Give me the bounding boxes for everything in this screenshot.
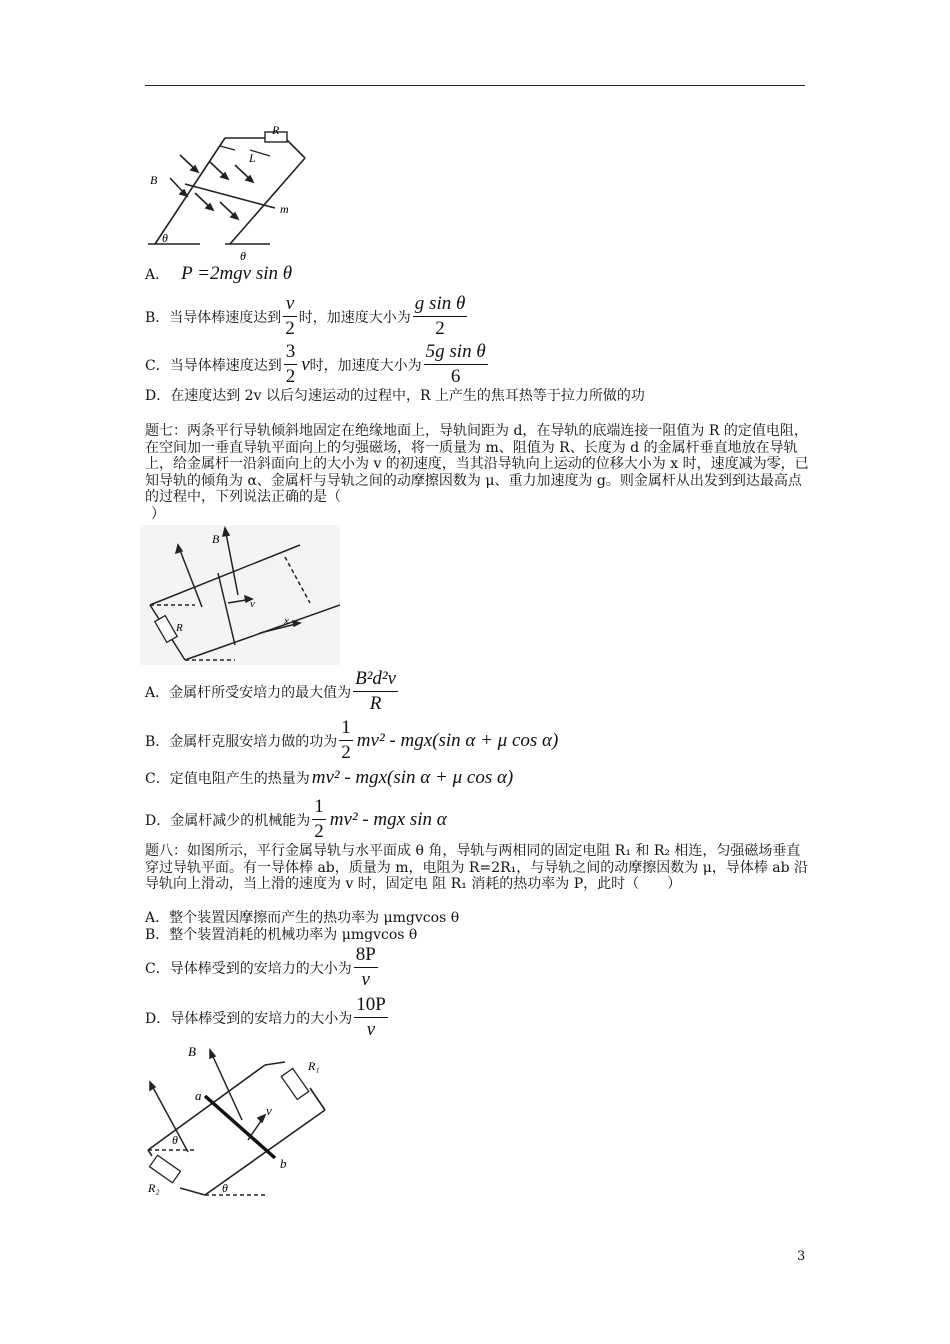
q8-label-v: v bbox=[266, 1103, 272, 1118]
q7-d-den: 2 bbox=[314, 821, 324, 842]
q8-label-a: a bbox=[195, 1088, 202, 1103]
label-m: m bbox=[280, 202, 289, 216]
q6-b-frac1-den: 2 bbox=[285, 318, 295, 339]
q7-stem-text: 题七：两条平行导轨倾斜地固定在绝缘地面上，导轨间距为 d，在导轨的底端连接一阻值为 R 的定值电阻，在空间加一垂直导轨平面向上的匀强磁场，将一质量为 m、阻值为 R、长度为 d 的金属杆垂直地放在导轨上，给金属杆一沿斜面向上的大小为 v 的初速度，当其沿导轨向上运动的位移大小为 x 时，速度减为零，已知导轨的倾角为 α、金属杆与导轨之间的动摩擦因数为 μ、重力加速度为 g。则金属杆从出发到到达最高点的过程中，下列说法正确的是（ bbox=[145, 423, 809, 505]
label-theta-1: θ bbox=[162, 231, 168, 245]
figure-q8-rails bbox=[140, 1040, 340, 1200]
label-L: L bbox=[249, 151, 256, 165]
figure-q7-rails bbox=[140, 525, 340, 665]
q6-option-b bbox=[145, 293, 469, 340]
q7-c-prefix: C．定值电阻产生的热量为 bbox=[145, 771, 310, 787]
q7-label-x: x bbox=[284, 615, 289, 627]
page-number: 3 bbox=[797, 1249, 806, 1264]
q6-c-middle: 时，加速度大小为 bbox=[309, 357, 422, 374]
q7-d-rest: mv² - mgx sin α bbox=[329, 808, 447, 830]
q7-option-d bbox=[145, 796, 447, 843]
q6-option-c bbox=[145, 341, 490, 388]
q7-label-R: R bbox=[176, 622, 183, 634]
label-B: B bbox=[150, 173, 158, 187]
q6-a-prefix: A． bbox=[145, 267, 170, 283]
q7-d-num: 1 bbox=[312, 796, 326, 820]
q8-d-den: v bbox=[366, 1019, 376, 1040]
q8-label-B: B bbox=[188, 1044, 196, 1059]
q6-option-a bbox=[145, 263, 292, 285]
q8-label-R1: R₁ bbox=[308, 1059, 320, 1073]
q8-c-den: v bbox=[361, 969, 370, 990]
q6-c-var: v bbox=[301, 353, 310, 375]
q8-option-b: B．整个装置消耗的机械功率为 μmgvcos θ bbox=[145, 927, 418, 943]
q7-a-num: B²d²v bbox=[353, 668, 398, 692]
q6-c-frac1-num: 3 bbox=[284, 341, 298, 365]
q8-d-prefix: D．导体棒受到的安培力的大小为 bbox=[145, 1010, 353, 1027]
q7-b-rest: mv² - mgx(sin α + μ cos α) bbox=[356, 729, 559, 751]
q7-label-v: v bbox=[250, 598, 255, 610]
q8-label-R2: R₂ bbox=[148, 1181, 160, 1195]
q7-label-B: B bbox=[212, 532, 220, 546]
q8-label-theta-1: θ bbox=[172, 1133, 178, 1147]
q8-option-a: A．整个装置因摩擦而产生的热功率为 μmgvcos θ bbox=[145, 910, 460, 926]
q6-a-formula: P =2mgv sin θ bbox=[181, 263, 293, 284]
q7-b-prefix: B．金属杆克服安培力做的功为 bbox=[145, 733, 338, 750]
q7-stem-end: ） bbox=[151, 505, 165, 522]
q7-stem bbox=[145, 423, 810, 522]
q6-c-frac1-den: 2 bbox=[285, 366, 296, 387]
q7-b-num: 1 bbox=[339, 717, 353, 741]
q6-b-frac1-num: v bbox=[283, 293, 297, 317]
q7-option-b bbox=[145, 717, 558, 764]
q6-b-prefix: B．当导体棒速度达到 bbox=[145, 309, 282, 326]
q7-c-rest: mv² - mgx(sin α + μ cos α) bbox=[311, 767, 514, 788]
q6-b-middle: 时，加速度大小为 bbox=[298, 309, 411, 326]
q8-label-b: b bbox=[280, 1156, 287, 1171]
q7-a-den: R bbox=[369, 693, 382, 714]
q8-c-num: 8P bbox=[354, 944, 378, 968]
label-R: R bbox=[272, 123, 280, 137]
label-theta-2: θ bbox=[240, 249, 246, 263]
header-rule bbox=[145, 85, 805, 86]
figure-incline-rails-1 bbox=[140, 120, 320, 265]
q8-c-prefix: C．导体棒受到的安培力的大小为 bbox=[145, 960, 352, 977]
q7-a-prefix: A．金属杆所受安培力的最大值为 bbox=[145, 684, 352, 701]
q8-option-c bbox=[145, 944, 380, 991]
q7-option-c bbox=[145, 767, 513, 789]
q7-d-prefix: D．金属杆减少的机械能为 bbox=[145, 812, 311, 829]
q8-option-d bbox=[145, 994, 390, 1041]
q6-c-prefix: C．当导体棒速度达到 bbox=[145, 357, 282, 374]
q6-c-frac2-num: 5g sin θ bbox=[424, 341, 488, 365]
q6-b-frac2-num: g sin θ bbox=[413, 293, 468, 317]
q8-stem: 题八：如图所示，平行金属导轨与水平面成 θ 角，导轨与两相同的固定电阻 R₁ 和 R₂ 相连，匀强磁场垂直穿过导轨平面。有一导体棒 ab，质量为 m，电阻为 R=2R₁，与导轨之间的动摩擦因数为 μ，导体棒 ab 沿导轨向上滑动，当上滑的速度为 v 时，固定电 阻 R₁ 消耗的热功率为 P，此时（ ） bbox=[145, 843, 809, 892]
q8-label-theta-2: θ bbox=[222, 1181, 228, 1195]
q6-c-frac2-den: 6 bbox=[450, 366, 461, 387]
q8-d-num: 10P bbox=[354, 994, 388, 1018]
q7-option-a bbox=[145, 668, 400, 715]
q6-option-d: D．在速度达到 2v 以后匀速运动的过程中，R 上产生的焦耳热等于拉力所做的功 bbox=[145, 388, 645, 404]
q6-b-frac2-den: 2 bbox=[435, 318, 445, 339]
q7-b-den: 2 bbox=[341, 742, 351, 763]
